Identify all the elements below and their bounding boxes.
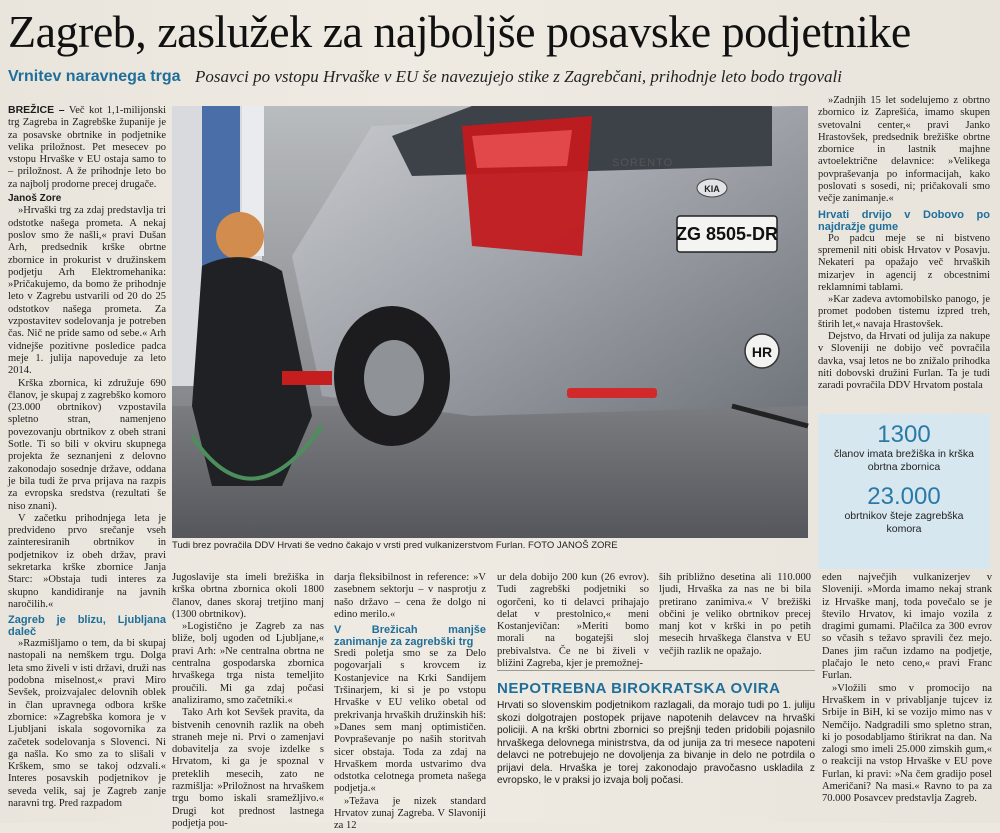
paragraph: Dejstvo, da Hrvati od julija za nakupe v Sloveniji ne dobijo več povračila davka, vsaj letos ne bo znižalo prihodka niti dobovski družini Furlan. Ta je tudi zaradi povračila DDV Hrvatom postala: [818, 331, 990, 392]
article-column-2: [172, 572, 324, 829]
paragraph: Tako Arh kot Sevšek pravita, da bistvenih cenovnih razlik na obeh straneh meje ni. Prvi o zamenjavi dobavitelja za svoje izdelke s Hrvatom, ki ga je spoznal v preteklih mesecih, zato ne razmišlja: »Priložnost na hrvaškem trgu bomo iskali sramežljivo.« Drugi kot prednost lastnega podjetja pou-: [172, 707, 324, 829]
paragraph: Sredi poletja smo se za Delo pogovarjali s krovcem iz Kostanjevice na Krki Sandijem Tršinarjem, ki si je po vstopu Hrvaške v EU veliko obetal od prekrivanja hrvaških družinskih hiš: »Danes sem manj optimističen. Povpraševanje po naših storitvah sicer obstaja. Toda za zdaj na Hrvaškem morda ustvarimo dva odstotka celotnega prometa našega podjetja.«: [334, 648, 486, 795]
article-column-6: [818, 95, 990, 411]
article-column-3: [334, 572, 486, 832]
kicker: Vrnitev naravnega trga: [8, 68, 181, 85]
paragraph: Po padcu meje se ni bistveno spremenil niti obisk Hrvatov v Posavju. Nekateri pa opažajo več hrvaških mizarjev in agencij z obcestnimi reklamnimi tablami.: [818, 232, 990, 293]
lead-paragraph: [8, 104, 166, 191]
stat-number: 23.000: [867, 483, 941, 510]
paragraph: Jugoslavije sta imeli brežiška in krška obrtna zbornica okoli 1800 članov, danes skoraj tretjino manj (1300 obrtnikov).: [172, 572, 324, 620]
section-subheading: Zagreb je blizu, Ljubljana daleč: [8, 614, 166, 639]
stat-number: 1300: [877, 421, 931, 448]
paragraph: eden največjih vulkanizerjev v Sloveniji. »Morda imamo nekaj strank iz Hrvaške manj, toda povečalo se je število Hrvatov, ki imajo vozila z dragimi gumami. Plačilca za 300 evrov so včasih s težavo spravili čez mejo. Danes jim račun izdamo na podjetje, plačajo le neto ceno,« pravi Franc Furlan.: [822, 572, 992, 682]
paragraph: »Hrvaški trg za zdaj predstavlja tri odstotke našega prometa. A nekaj poslov smo že našli,« pravi Dušan Arh, predsednik krške obrtne zbornice in prokurist v družinskem podjetju Arh Elektromehanika: »Pričakujemo, da bomo že prihodnje leto v Zagrebu ustvarili od 20 do 25 odstotkov našega prometa. Za vzpostavitev sodelovanja je potreben čas. Nič ne pride samo od sebe.« Arh vidnejše pozitivne posledice padca meje 1. julija napoveduje za leto 2014.: [8, 205, 166, 377]
stat-text: obrtnikov šteje zagrebška komora: [844, 510, 964, 535]
paragraph: V začetku prihodnjega leta je predvideno prvo srečanje vseh zainteresiranih obrtnikov in podjetnikov iz obeh držav, pravi sekretarka krške zbornice Janja Starc: »Obstaja tudi interes za skupno kandidiranje na javnih naročilih.«: [8, 512, 166, 610]
tire-shop-photo-illustration: [172, 106, 808, 538]
paragraph: darja fleksibilnost in reference: »V zasebnem sektorju – v nasprotju z našo državo – cena že dolgo ni edino merilo.«: [334, 572, 486, 620]
article-photo: [172, 106, 808, 538]
article-column-7: [822, 572, 992, 817]
paragraph: »Kar zadeva avtomobilsko panogo, je promet podoben tistemu izpred treh, štirih let,« navaja Hrastovšek.: [818, 294, 990, 330]
paragraph: »Logistično je Zagreb za nas bliže, bolj ugoden od Ljubljane,« pravi Arh: »Ne centralna obrtna ne centralna gospodarska zbornica hrvaškega trga nista temeljito proučili. Mi ga zdaj počasi analiziramo, smo začetniki.«: [172, 621, 324, 706]
article-column-1: [8, 104, 166, 816]
box-text: Hrvati so slovenskim podjetnikom razlagali, da morajo tudi po 1. juliju skozi dolgotrajen postopek prijave napotenih delavcev na hrvaški policiji. A na krški obrtni zbornici so prejšnji teden pridobili pojasnilo hrvaškega delovnega ministrstva, da od junija za tri mesece napoteni delavci ne potrebujejo ne dovoljenja za bivanje in delo ne potrdila o prijavi dela. Hrvaška je torej zakonodajo pravočasno uskladila z evropsko, le v praksi jo izvaja bolj počasi.: [497, 700, 815, 786]
paragraph: »Težava je nizek standard Hrvatov zunaj Zagreba. V Slavoniji za 12: [334, 795, 486, 832]
car-brand-logo: KIA: [704, 184, 720, 194]
stats-box: [818, 414, 990, 569]
section-subheading: Hrvati drvijo v Dobovo po najdražje gume: [818, 208, 990, 233]
byline: Janoš Zore: [8, 193, 62, 205]
car-model-badge: SORENTO: [612, 157, 674, 169]
headline: Zagreb, zaslužek za najboljše posavske podjetnike: [8, 6, 911, 57]
article-column-4: [497, 572, 649, 670]
stat-text: članov imata brežiška in krška obrtna zbornica: [833, 448, 975, 473]
paragraph: ših približno desetina ali 110.000 ljudi, Hrvaška za nas ne bi bila pretirano zanimiva.« V brežiški občini je veliko obrtnikov precej manj kot v krški in po petih mesecih hrvaškega članstva v EU večjih razlik ne opažajo.: [659, 572, 811, 657]
section-subheading: V Brežicah manjše zanimanje za zagrebški trg: [334, 624, 486, 649]
paragraph: »Razmišljamo o tem, da bi skupaj nastopali na nemškem trgu. Dolga leta smo živeli v isti državi, druži nas podobna miselnost,« pravi Miro Sevšek, proizvajalec delovnih oblek in član upravnega odbora krške zbornice: »Zagrebška komora je v Ljubljani iskala sogovornika za začetek sodelovanja s Slovenci. Ni ga našla. Ko smo za to slišali v Krškem, smo se takoj odzvali.« Interes posavskih podjetnikov je seveda velik, saj je Zagreb zanje naravni trg. Pred razpadom: [8, 638, 166, 810]
lead-text: Več kot 1,1-milijonski trg Zagreba in Zagrebške županije je za posavske obrtnike in podjetnike velika priložnost. Pet mesecev po vstopu Hrvaške v EU ostaja samo to – priložnost. A že prihodnje leto bo za najbolj prodorne precej drugače.: [8, 105, 167, 190]
dateline: BREŽICE –: [8, 104, 65, 116]
paragraph: ur dela dobijo 200 kun (26 evrov). Tudi zagrebški podjetniki so ogorčeni, ko ti delavci prihajajo delat v prestolnico,« meni Kostanjevičan: »Meriti bomo morali na bogatejši sloj prebivalstva. Če ne bi živeli v bližini Zagreba, kjer je premožnej-: [497, 572, 649, 670]
paragraph: »Vložili smo v promocijo na Hrvaškem in v privabljanje tujcev iz Srbije in BiH, ki se vozijo mimo nas v Nemčijo. Nadgradili smo spletno stran, ki jo posodabljamo štirikrat na dan. Na zalogi smo imeli 25.000 zimskih gum,« o reakciji na vstop Hrvaške v EU pove Furlan, ki pravi: »Na čem gradijo posel Američani? Na masi.« Ravno to pa za 70.000 Posavcev predstavlja Zagreb.: [822, 682, 992, 805]
paragraph: »Zadnjih 15 let sodelujemo z obrtno zbornico iz Zaprešića, imamo skupen svetovalni center,« pravi Janko Hrastovšek, predsednik brežiške obrtne zbornice in lastnik majhne avtoelektrične delavnice: »Velikega povpraševanja po informacijah, kako poslovati s sosedi, ni; pričakovali smo večje zanimanje.«: [818, 95, 990, 205]
subheadline: Posavci po vstopu Hrvaške v EU še navezujejo stike z Zagrebčani, prihodnje leto bodo trgovali: [195, 67, 842, 86]
article-column-5: [659, 572, 811, 662]
paragraph: Krška zbornica, ki združuje 690 članov, je skupaj z zagrebško komoro (23.000 obrtnikov) vzpostavila spletno stran, namenjeno povezovanju obrtnikov z obeh strani Sotle. Ti so bili v okviru skupnega projekta že seznanjeni z delovno zakonodajo sosednje države, oddana je bila tudi že prva prijava na razpis za evropska sredstva (rezultati še niso znani).: [8, 377, 166, 512]
license-plate: ZG 8505-DR: [675, 224, 779, 244]
photo-caption: Tudi brez povračila DDV Hrvati še vedno čakajo v vrsti pred vulkanizerstvom Furlan. FOTO JANOŠ ZORE: [172, 540, 618, 551]
hr-sticker: HR: [751, 344, 773, 360]
box-title: NEPOTREBNA BIROKRATSKA OVIRA: [497, 680, 781, 697]
divider: [497, 670, 815, 671]
